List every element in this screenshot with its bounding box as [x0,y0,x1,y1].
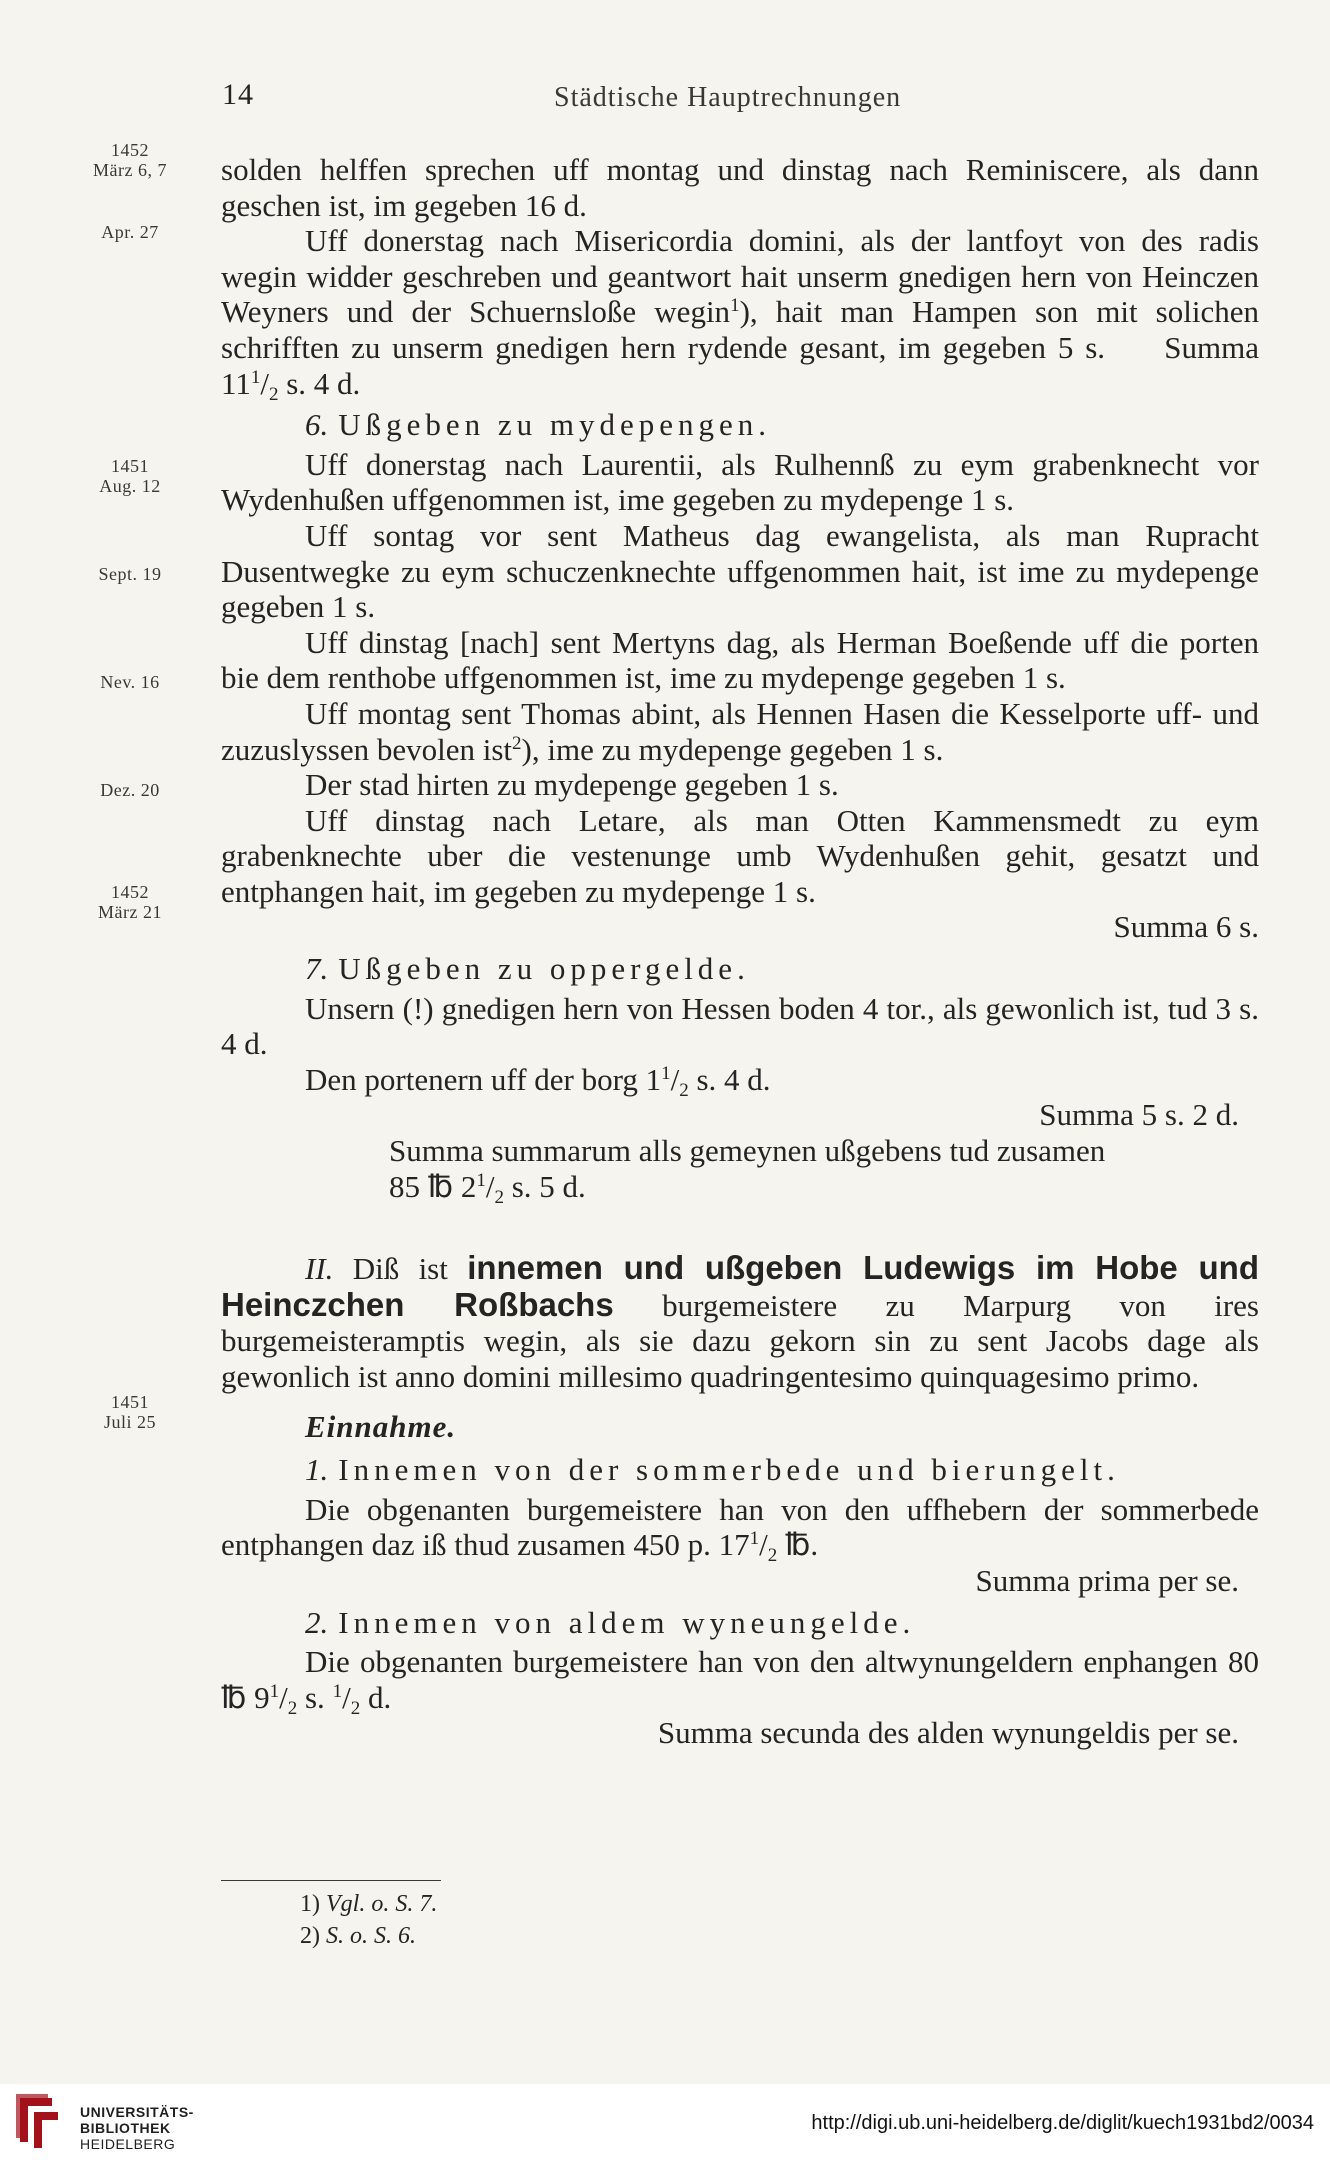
paragraph: Uff dinstag nach Letare, als man Otten Kammensmedt zu eym grabenknechte uber die vestenunge umb Wydenhußen gehit, gesatzt und entphangen hait, im gegeben zu mydepenge 1 s. [221,802,1259,909]
margin-note-year: 1452 [111,882,149,902]
footnote: 1) Vgl. o. S. 7. [300,1891,438,1917]
einnahme-heading: Einnahme. [305,1408,457,1444]
margin-note [80,882,180,922]
paragraph: solden helffen sprechen uff montag und dinstag nach Reminiscere, als dann geschen ist, im gegeben 16 d. [221,152,1259,223]
margin-note [80,140,180,180]
paragraph: Uff donerstag nach Laurentii, als Rulhennß zu eym grabenknecht vor Wydenhußen uffgenommen ist, ime gegeben zu mydepenge 1 s. [221,446,1259,518]
summa: Summa $11^1/_2$ s. 4 d. [221,329,1260,405]
margin-note [80,456,180,496]
paragraph: Uff sontag vor sent Matheus dag ewangelista, als man Rupracht Dusentwegke zu eym schuczenknechte uffgenommen hait, ist ime zu mydepenge gegeben 1 s. [221,517,1259,625]
margin-note-date: Aug. 12 [99,476,161,496]
margin-note-date: Juli 25 [103,1412,156,1432]
margin-note-date: März 6, 7 [93,160,167,180]
margin-note [80,564,180,584]
footnote: 2) S. o. S. 6. [300,1923,416,1949]
section-heading: 6. Ußgeben zu mydepengen. [305,407,772,443]
paragraph: Uff montag sent Thomas abint, als Hennen Hasen die Kesselporte uff- und zuzuslyssen bevolen ist$^2$), ime zu mydepenge gegeben 1 s. [221,695,1259,767]
paragraph: Den portenern uff der borg $1^1/_2$ s. 4 d. [305,1061,771,1101]
margin-note-date: Dez. 20 [100,780,160,800]
page-number: 14 [222,78,254,111]
paragraph: Die obgenanten burgemeistere han von den altwynungeldern enphangen 80 ℔ $9^1/_2$ s. $^1/_2$ d. [221,1644,1259,1719]
paragraph: Der stad hirten zu mydepenge gegeben 1 s. [305,767,839,803]
paragraph: Unsern (!) gnedigen hern von Hessen boden 4 tor., als gewonlich ist, tud 3 s. 4 d. [221,990,1259,1062]
margin-note-year: 1451 [111,1392,149,1412]
footnote-rule [221,1880,441,1881]
margin-note-date: März 21 [98,902,162,922]
library-name: UNIVERSITÄTS- BIBLIOTHEK HEIDELBERG [80,2104,194,2152]
margin-note [80,672,180,692]
section-heading: 1. Innemen von der sommerbede und bierungelt. [305,1452,1120,1488]
margin-note-date: Nev. 16 [100,672,160,692]
main-text [221,152,1259,1751]
section-heading: 2. Innemen von aldem wyneungelde. [305,1604,916,1640]
footnote-ref: 1 [730,295,740,317]
summa-total-value: 85 ℔ $2^1/_2$ s. 5 d. [389,1168,586,1208]
margin-note-year: 1452 [111,140,149,160]
summa: Summa 6 s. [1113,909,1259,945]
paragraph: Uff donerstag nach Misericordia domini, als der lantfoyt von des radis wegin widder geschreben und geantwort hait unserm gnedigen hern von Heinczen Weyners und der Schuernsloße wegin$^1$), hait man Hampen son mit solichen schrifften zu unserm gnedigen hern rydende gesant, im gegeben 5 s. Summa $11^1/_2$ s. 4 d. [221,223,1260,405]
library-logo-icon [12,2092,64,2150]
summa-total: Summa summarum alls gemeynen ußgebens tud zusamen [389,1133,1106,1169]
margin-note [80,1392,180,1432]
margin-note-year: 1451 [111,456,149,476]
footnote-ref: 2 [512,732,522,754]
margin-note-date: Apr. 27 [101,222,159,242]
source-url-link[interactable]: http://digi.ub.uni-heidelberg.de/diglit/kuech1931bd2/0034 [811,2112,1314,2134]
margin-note [80,222,180,242]
summa: Summa prima per se. [975,1562,1239,1598]
margin-note [80,780,180,800]
chapter-heading: II. Diß ist innemen und ußgeben Ludewigs im Hobe und Heinczchen Roßbachs burgemeistere zu Marpurg von ires burgemeisteramptis wegin, als sie dazu gekorn sin zu sent Jacobs dage als gewonlich ist anno domini millesimo quadringentesimo quinquagesimo primo. [221,1249,1259,1394]
paragraph: Die obgenanten burgemeistere han von den uffhebern der sommerbede entphangen daz iß thud zusamen 450 p. $17^1/_2$ ℔. [221,1491,1259,1567]
footnotes [300,1888,437,1952]
summa: Summa 5 s. 2 d. [1039,1097,1239,1133]
running-title: Städtische Hauptrechnungen [554,82,902,113]
margin-note-date: Sept. 19 [98,564,162,584]
paragraph: Uff dinstag [nach] sent Mertyns dag, als Herman Boeßende uff die porten bie dem renthobe uffgenommen ist, ime zu mydepenge gegeben 1 s. [221,624,1259,696]
summa: Summa secunda des alden wynungeldis per se. [657,1715,1239,1751]
section-heading: 7. Ußgeben zu oppergelde. [305,951,750,987]
